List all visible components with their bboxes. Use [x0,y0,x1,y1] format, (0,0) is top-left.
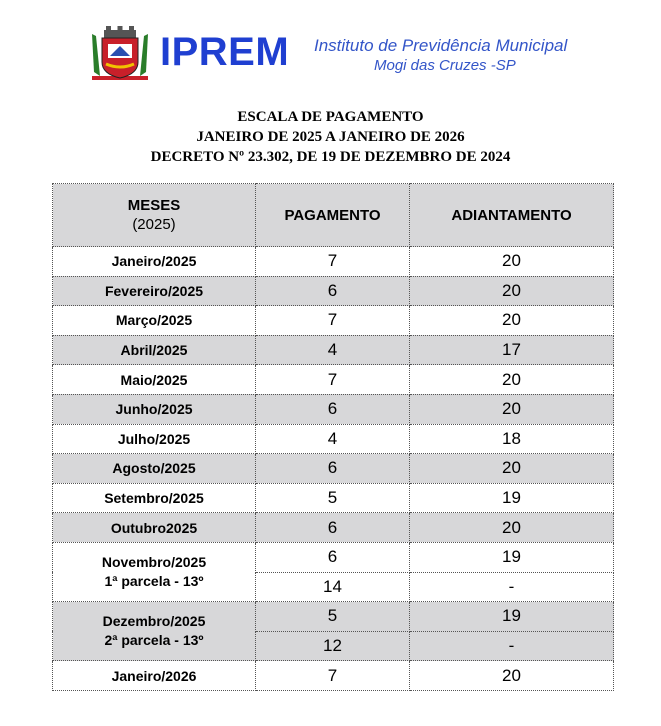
header-payment: PAGAMENTO [256,184,410,247]
december-parcel-advance: - [410,631,614,661]
institution-name: Instituto de Previdência Municipal [314,36,568,55]
row-payment: 6 [256,394,410,424]
table-row-november [53,542,614,572]
november-month-cell [53,542,256,601]
row-month: Setembro/2025 [53,483,256,513]
row-month: Julho/2025 [53,424,256,454]
table-header-row [53,184,614,247]
december-month-cell [53,602,256,661]
title-line-2: JANEIRO DE 2025 A JANEIRO DE 2026 [196,129,465,145]
row-advance: 20 [410,365,614,395]
row-advance: 20 [410,247,614,277]
table-row [53,335,614,365]
table-row [53,276,614,306]
table-row [53,365,614,395]
table-row [53,483,614,513]
row-payment: 6 [256,276,410,306]
header-months-year: (2025) [132,216,176,233]
row-month: Maio/2025 [53,365,256,395]
november-note: 1ª parcela - 13º [104,573,204,590]
row-month: Março/2025 [53,306,256,336]
row-payment: 6 [256,454,410,484]
december-month: Dezembro/2025 [102,613,206,630]
row-advance: 20 [410,276,614,306]
november-month: Novembro/2025 [101,554,207,571]
row-payment: 4 [256,335,410,365]
row-month: Junho/2025 [53,394,256,424]
table-row [53,454,614,484]
payment-schedule-table [52,183,614,691]
row-advance: 19 [410,483,614,513]
december-note: 2ª parcela - 13º [104,632,204,649]
title-line-1: ESCALA DE PAGAMENTO [237,109,424,125]
row-payment: 7 [256,306,410,336]
row-advance: 20 [410,513,614,543]
row-month: Outubro2025 [53,513,256,543]
title-line-3: DECRETO Nº 23.302, DE 19 DE DEZEMBRO DE 2024 [150,149,511,165]
table-row [53,661,614,691]
november-parcel-advance: - [410,572,614,602]
table-row-december [53,602,614,632]
row-payment: 5 [256,483,410,513]
table-row [53,394,614,424]
row-month: Janeiro/2025 [53,247,256,277]
header-months-label: MESES [127,197,181,214]
row-advance: 20 [410,661,614,691]
row-month: Abril/2025 [53,335,256,365]
brand-logo-text: IPREM [160,30,290,74]
december-parcel-payment: 12 [256,631,410,661]
coat-of-arms-icon [88,26,152,82]
row-payment: 7 [256,661,410,691]
november-payment: 6 [256,542,410,572]
header-months [53,184,256,247]
table-row [53,513,614,543]
row-payment: 7 [256,365,410,395]
row-advance: 17 [410,335,614,365]
row-payment: 7 [256,247,410,277]
november-parcel-payment: 14 [256,572,410,602]
row-advance: 20 [410,394,614,424]
header-advance: ADIANTAMENTO [410,184,614,247]
november-advance: 19 [410,542,614,572]
table-row [53,306,614,336]
december-advance: 19 [410,602,614,632]
table-row [53,247,614,277]
december-payment: 5 [256,602,410,632]
row-month: Agosto/2025 [53,454,256,484]
row-advance: 20 [410,454,614,484]
table-row [53,424,614,454]
row-payment: 6 [256,513,410,543]
city-name: Mogi das Cruzes -SP [374,57,516,74]
row-advance: 18 [410,424,614,454]
row-payment: 4 [256,424,410,454]
row-month: Fevereiro/2025 [53,276,256,306]
header [88,26,608,84]
document-titles [0,107,661,167]
row-month: Janeiro/2026 [53,661,256,691]
row-advance: 20 [410,306,614,336]
